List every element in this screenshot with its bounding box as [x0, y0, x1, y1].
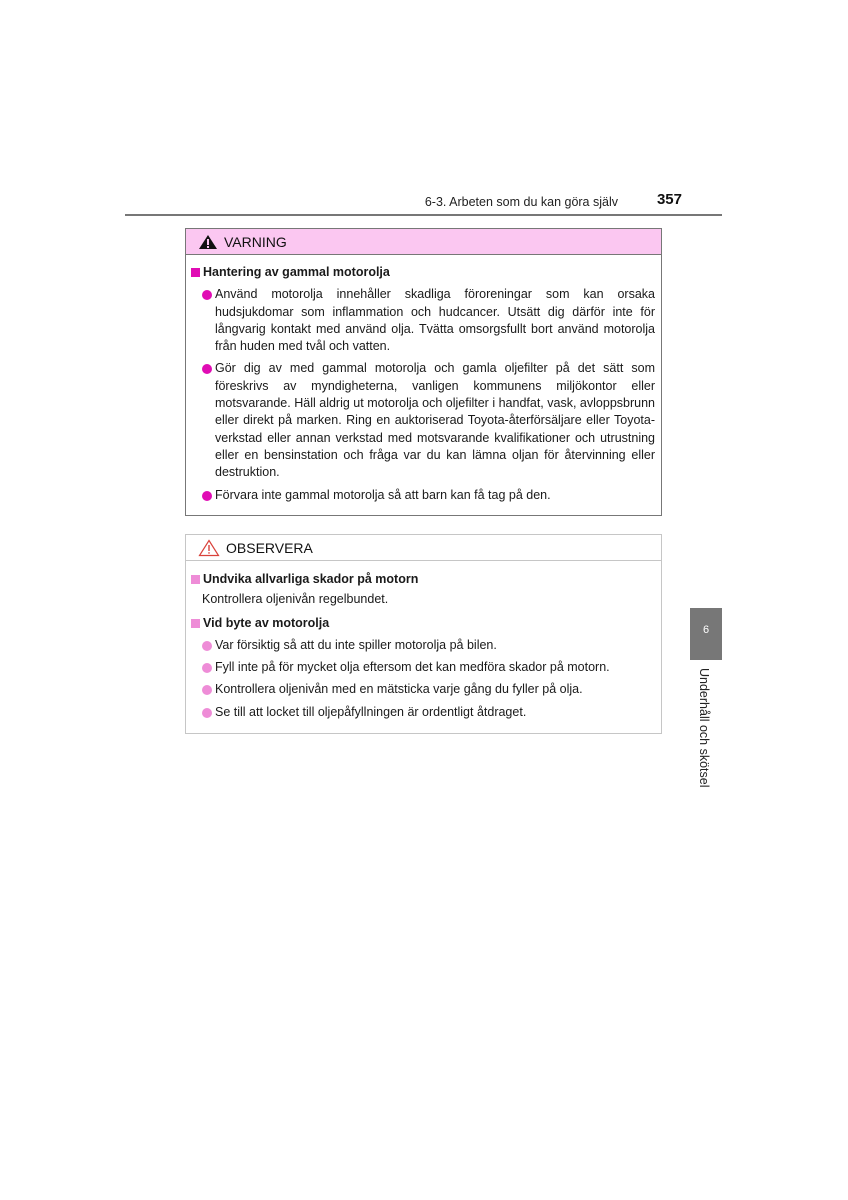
chapter-tab: 6: [690, 608, 722, 660]
page-header: [125, 190, 722, 216]
section-title: 6-3. Arbeten som du kan göra själv: [424, 195, 618, 209]
list-item: Se till att locket till oljepåfyllningen är ordentligt åtdraget.: [191, 704, 655, 721]
warning-box: [185, 228, 662, 516]
caution-header: [186, 535, 661, 561]
list-item: Fyll inte på för mycket olja eftersom det kan medföra skador på motorn.: [191, 659, 655, 676]
square-bullet-icon: [191, 619, 200, 628]
round-bullet-icon: [202, 290, 212, 300]
list-item: Förvara inte gammal motorolja så att barn kan få tag på den.: [191, 487, 655, 504]
square-bullet-icon: [191, 575, 200, 584]
list-item: Var försiktig så att du inte spiller motorolja på bilen.: [191, 637, 655, 654]
round-bullet-icon: [202, 364, 212, 374]
warning-title: VARNING: [224, 233, 287, 250]
round-bullet-icon: [202, 685, 212, 695]
chapter-label: Underhåll och skötsel: [697, 668, 711, 788]
caution-icon: [198, 539, 220, 557]
caution-heading-2: Vid byte av motorolja: [191, 615, 655, 632]
list-item: Gör dig av med gammal motorolja och gamla oljefilter på det sätt som föreskrivs av myndigheterna, vanligen kommunens miljökontor eller motsvarande. Häll aldrig ut motorolja och oljefilter i handfat, vask, avloppsbrunn eller direkt på marken. Ring en auktoriserad Toyota-återförsäljare eller Toyota-verkstad eller annan verkstad med motsvarande kvalifikationer och utrustning eller en bensinstation och fråga var du kan lämna oljan för återvinning eller destruktion.: [191, 360, 655, 481]
round-bullet-icon: [202, 663, 212, 673]
warning-header: [186, 229, 661, 255]
round-bullet-icon: [202, 491, 212, 501]
square-bullet-icon: [191, 268, 200, 277]
caution-heading-1: Undvika allvarliga skador på motorn: [191, 571, 655, 588]
caution-box: [185, 534, 662, 734]
list-item: Kontrollera oljenivån med en mätsticka varje gång du fyller på olja.: [191, 681, 655, 698]
round-bullet-icon: [202, 641, 212, 651]
warning-icon: [198, 234, 218, 250]
caution-text-1: Kontrollera oljenivån regelbundet.: [202, 592, 389, 607]
warning-heading: Hantering av gammal motorolja: [191, 264, 655, 281]
page-number: 357: [656, 191, 682, 208]
caution-title: OBSERVERA: [226, 539, 313, 556]
round-bullet-icon: [202, 708, 212, 718]
list-item: Använd motorolja innehåller skadliga föroreningar som kan orsaka hudsjukdomar som inflammation och hudcancer. Utsätt dig därför inte för långvarig kontakt med använd olja. Tvätta omsorgsfullt bort använd motorolja från huden med tvål och vatten.: [191, 286, 655, 355]
